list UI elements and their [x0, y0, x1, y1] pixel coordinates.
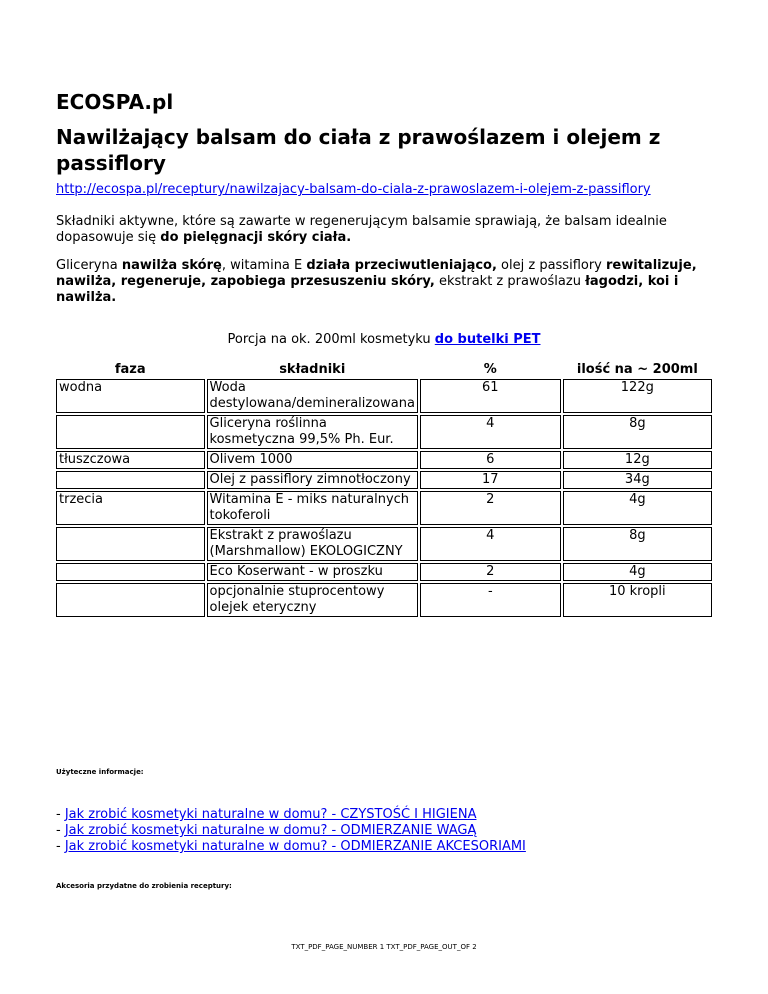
list-bullet: - [56, 823, 65, 838]
cell-phase [56, 471, 205, 489]
cell-ingredient: Olivem 1000 [207, 451, 418, 469]
cell-percent: 17 [420, 471, 561, 489]
benefits-text-1: Gliceryna [56, 258, 122, 273]
table-row [56, 379, 712, 413]
cell-amount: 122g [563, 379, 712, 413]
list-item [56, 823, 526, 839]
page-footer: TXT_PDF_PAGE_NUMBER 1 TXT_PDF_PAGE_OUT_OF 2 [291, 943, 477, 951]
recipe-table [54, 361, 714, 619]
cell-phase [56, 527, 205, 561]
benefits-bold-3: rewitalizuje, nawilża, regeneruje, zapobiega przesuszeniu skóry, [56, 258, 697, 289]
useful-info-heading: Użyteczne informacje: [56, 768, 144, 776]
cell-percent: 61 [420, 379, 561, 413]
cell-phase: trzecia [56, 491, 205, 525]
table-row [56, 563, 712, 581]
cell-percent: 6 [420, 451, 561, 469]
link-weighing[interactable]: Jak zrobić kosmetyki naturalne w domu? - ODMIERZANIE WAGĄ [64, 823, 477, 838]
table-row [56, 583, 712, 617]
cell-percent: 2 [420, 491, 561, 525]
intro-bold: do pielęgnacji skóry ciała. [160, 230, 352, 245]
benefits-bold-2: działa przeciwutleniająco, [306, 258, 497, 273]
cell-percent: 2 [420, 563, 561, 581]
cell-amount: 10 kropli [563, 583, 712, 617]
header-phase: faza [114, 362, 146, 377]
portion-line [0, 332, 768, 347]
cell-percent: 4 [420, 415, 561, 449]
cell-phase: tłuszczowa [56, 451, 205, 469]
benefits-text-4: ekstrakt z prawoślazu [434, 274, 586, 289]
link-accessories[interactable]: Jak zrobić kosmetyki naturalne w domu? - ODMIERZANIE AKCESORIAMI [64, 839, 526, 854]
table-header-row [56, 363, 712, 377]
cell-phase [56, 583, 205, 617]
cell-percent: - [420, 583, 561, 617]
portion-text: Porcja na ok. 200ml kosmetyku [227, 332, 435, 347]
page-title: Nawilżający balsam do ciała z prawoślazem i olejem z passiflory [56, 125, 661, 175]
table-row [56, 491, 712, 525]
table-row [56, 471, 712, 489]
header-amount: ilość na ~ 200ml [576, 362, 698, 377]
benefits-paragraph [56, 258, 716, 306]
cell-phase [56, 415, 205, 449]
cell-ingredient: Woda destylowana/demineralizowana [207, 379, 418, 413]
intro-text: Składniki aktywne, które są zawarte w regenerującym balsamie sprawiają, że balsam idealnie dopasowuje się [56, 214, 667, 245]
list-item [56, 839, 526, 855]
benefits-text-3: olej z passiflory [496, 258, 607, 273]
pet-bottle-link[interactable]: do butelki PET [434, 332, 541, 347]
recipe-url-link[interactable]: http://ecospa.pl/receptury/nawilzajacy-balsam-do-ciala-z-prawoslazem-i-olejem-z-passiflory [56, 182, 651, 197]
list-bullet: - [56, 839, 65, 854]
cell-ingredient: opcjonalnie stuprocentowy olejek eteryczny [207, 583, 418, 617]
cell-ingredient: Olej z passiflory zimnotłoczony [207, 471, 418, 489]
cell-phase [56, 563, 205, 581]
list-item [56, 807, 526, 823]
site-name: ECOSPA.pl [56, 90, 174, 114]
benefits-bold-1: nawilża skórę [121, 258, 222, 273]
table-row [56, 451, 712, 469]
header-ingredients: składniki [279, 362, 346, 377]
cell-amount: 8g [563, 415, 712, 449]
intro-paragraph [56, 214, 716, 246]
useful-links-list [56, 807, 526, 855]
table-row [56, 415, 712, 449]
cell-phase: wodna [56, 379, 205, 413]
cell-ingredient: Gliceryna roślinna kosmetyczna 99,5% Ph. Eur. [207, 415, 418, 449]
cell-ingredient: Witamina E - miks naturalnych tokoferoli [207, 491, 418, 525]
cell-amount: 4g [563, 563, 712, 581]
cell-ingredient: Ekstrakt z prawoślazu (Marshmallow) EKOLOGICZNY [207, 527, 418, 561]
list-bullet: - [56, 807, 65, 822]
cell-ingredient: Eco Koserwant - w proszku [207, 563, 418, 581]
cell-amount: 12g [563, 451, 712, 469]
cell-percent: 4 [420, 527, 561, 561]
link-hygiene[interactable]: Jak zrobić kosmetyki naturalne w domu? - CZYSTOŚĆ I HIGIENA [64, 807, 477, 822]
cell-amount: 4g [563, 491, 712, 525]
benefits-text-2: , witamina E [221, 258, 307, 273]
header-percent: % [483, 362, 497, 377]
accessories-heading: Akcesoria przydatne do zrobienia receptury: [56, 882, 232, 890]
table-row [56, 527, 712, 561]
benefits-bold-4: łagodzi, koi i nawilża. [56, 274, 679, 305]
cell-amount: 8g [563, 527, 712, 561]
cell-amount: 34g [563, 471, 712, 489]
